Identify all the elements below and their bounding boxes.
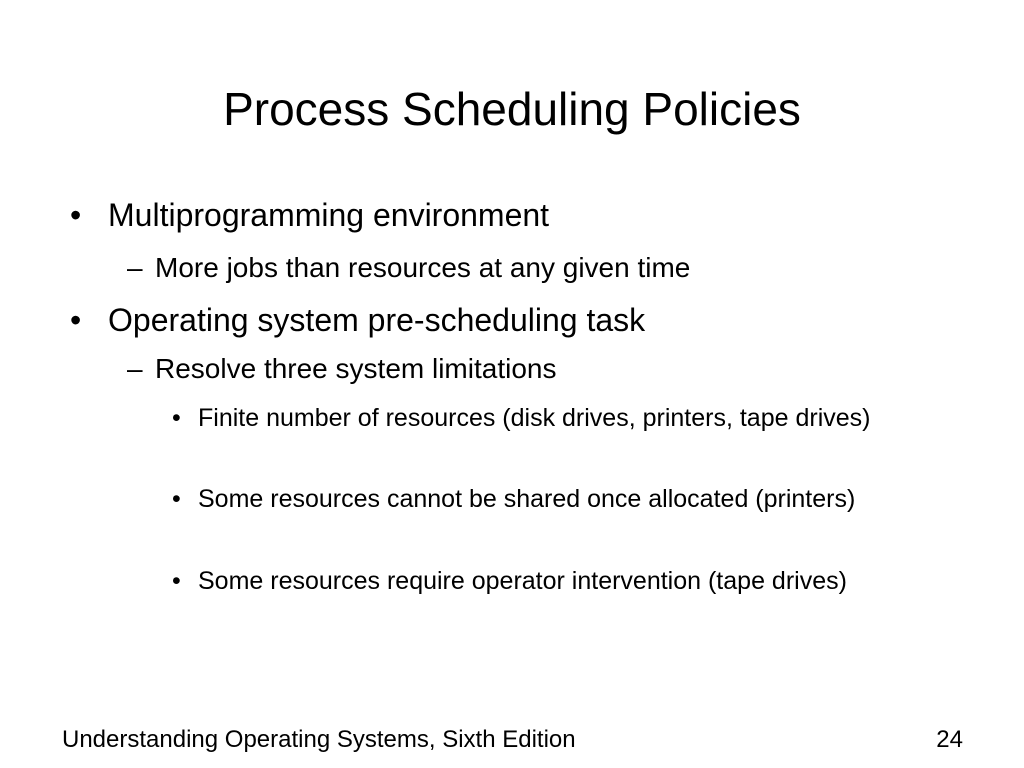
bullet-text: Multiprogramming environment [108,197,550,233]
footer-book-title: Understanding Operating Systems, Sixth Edition [62,726,576,753]
dash-marker: – [127,252,143,283]
bullet-marker: • [172,567,181,595]
sub-sub-bullet-text: Some resources require operator intervention (tape drives) [198,567,847,595]
bullet-marker: • [172,404,181,432]
sub-sub-bullet-text: Some resources cannot be shared once allocated (printers) [198,485,856,513]
bullet-marker: • [172,485,181,513]
dash-marker: – [127,353,143,384]
sub-bullet-text: Resolve three system limitations [155,353,557,384]
bullet-marker: • [70,197,82,233]
bullet-text: Operating system pre-scheduling task [108,302,646,338]
slide-title: Process Scheduling Policies [223,83,801,135]
sub-bullet-text: More jobs than resources at any given time [155,252,691,283]
sub-sub-bullet-text: Finite number of resources (disk drives, printers, tape drives) [198,404,871,432]
bullet-marker: • [70,302,82,338]
page-number: 24 [936,726,963,753]
